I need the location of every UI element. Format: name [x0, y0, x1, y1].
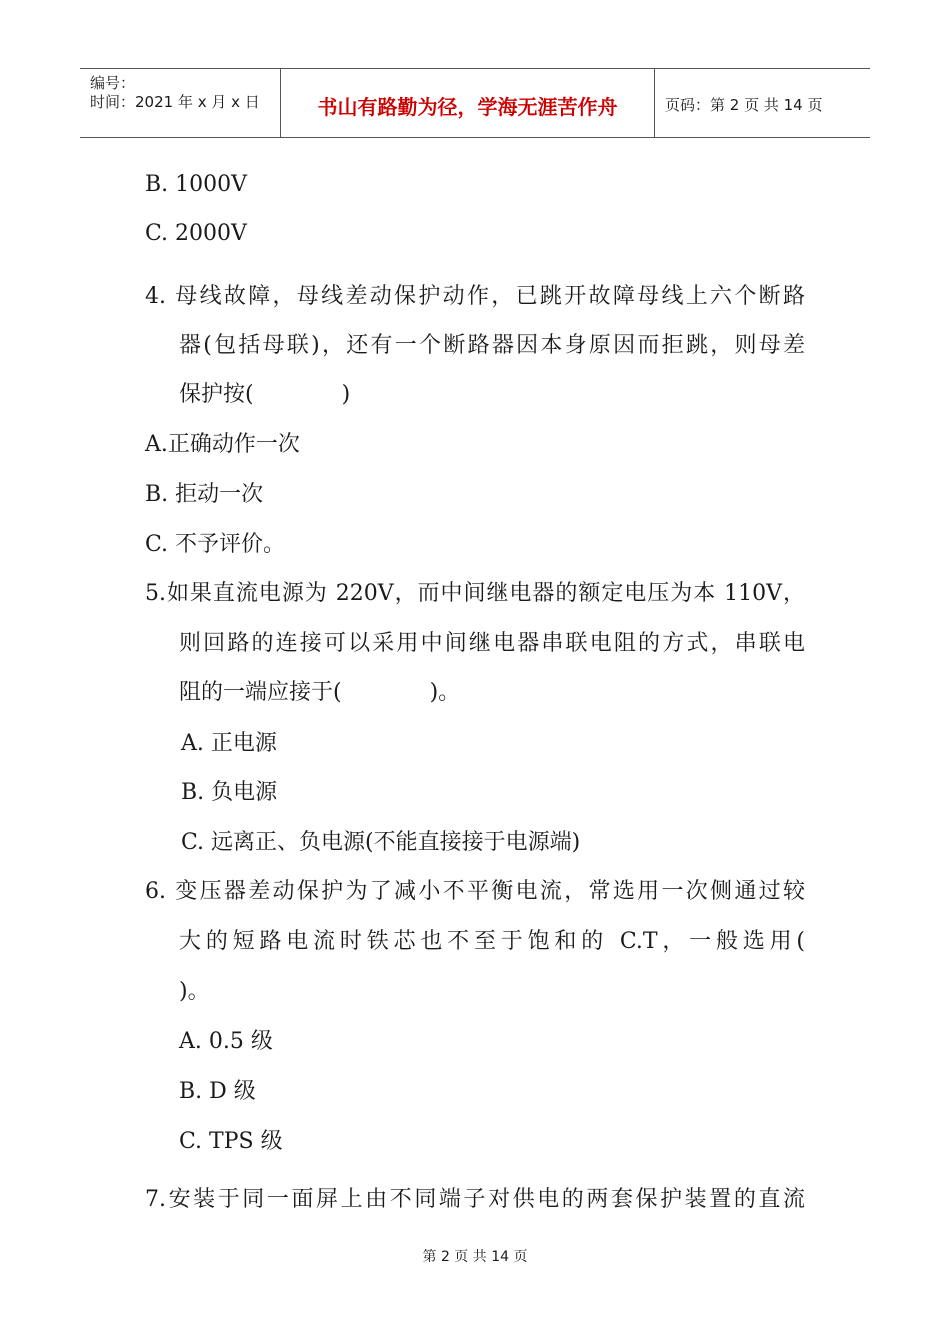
q6-option-c: C. TPS 级: [179, 1129, 283, 1154]
q5-option-c: C. 远离正、负电源(不能直接接于电源端): [181, 830, 581, 855]
q6-option-b: B. D 级: [179, 1079, 256, 1104]
q6-option-a: A. 0.5 级: [179, 1029, 273, 1054]
q4-text-line3: 保护按( ): [179, 382, 351, 407]
q3-option-c: C. 2000V: [145, 221, 247, 246]
q4-option-b: B. 拒动一次: [145, 482, 264, 507]
header-page-info: 页码：第 2 页 共 14 页: [665, 96, 823, 114]
doc-number-label: 编号：: [90, 74, 136, 92]
page-header: [80, 68, 870, 138]
header-motto: 书山有路勤为径，学海无涯苦作舟: [317, 95, 618, 119]
q5-text-line2: 则回路的连接可以采用中间继电器串联电阻的方式，串联电: [179, 631, 805, 656]
header-right-cell: [655, 69, 870, 137]
q4-option-a: A.正确动作一次: [145, 432, 300, 457]
q4-text-line2: 器(包括母联)，还有一个断路器因本身原因而拒跳，则母差: [179, 333, 805, 358]
q4-text-line1: 4. 母线故障，母线差动保护动作，已跳开故障母线上六个断路: [145, 284, 805, 309]
header-left-cell: [80, 69, 281, 137]
q5-text-line3: 阻的一端应接于( )。: [179, 680, 461, 705]
doc-date: 时间：2021 年 x 月 x 日: [90, 93, 260, 111]
q5-option-a: A. 正电源: [181, 731, 277, 756]
q3-option-b: B. 1000V: [145, 172, 248, 197]
q7-text-line1: 7.安装于同一面屏上由不同端子对供电的两套保护装置的直流: [145, 1187, 805, 1212]
q5-text-line1: 5.如果直流电源为 220V，而中间继电器的额定电压为本 110V，: [145, 581, 805, 606]
page-footer: 第 2 页 共 14 页: [422, 1249, 528, 1265]
q6-text-line2: 大的短路电流时铁芯也不至于饱和的 C.T，一般选用(: [179, 929, 805, 954]
q4-option-c: C. 不予评价。: [145, 532, 286, 557]
q5-option-b: B. 负电源: [181, 780, 278, 805]
q6-text-line3: )。: [179, 979, 210, 1004]
q6-text-line1: 6. 变压器差动保护为了减小不平衡电流，常选用一次侧通过较: [145, 879, 805, 904]
header-middle-cell: [281, 69, 655, 137]
